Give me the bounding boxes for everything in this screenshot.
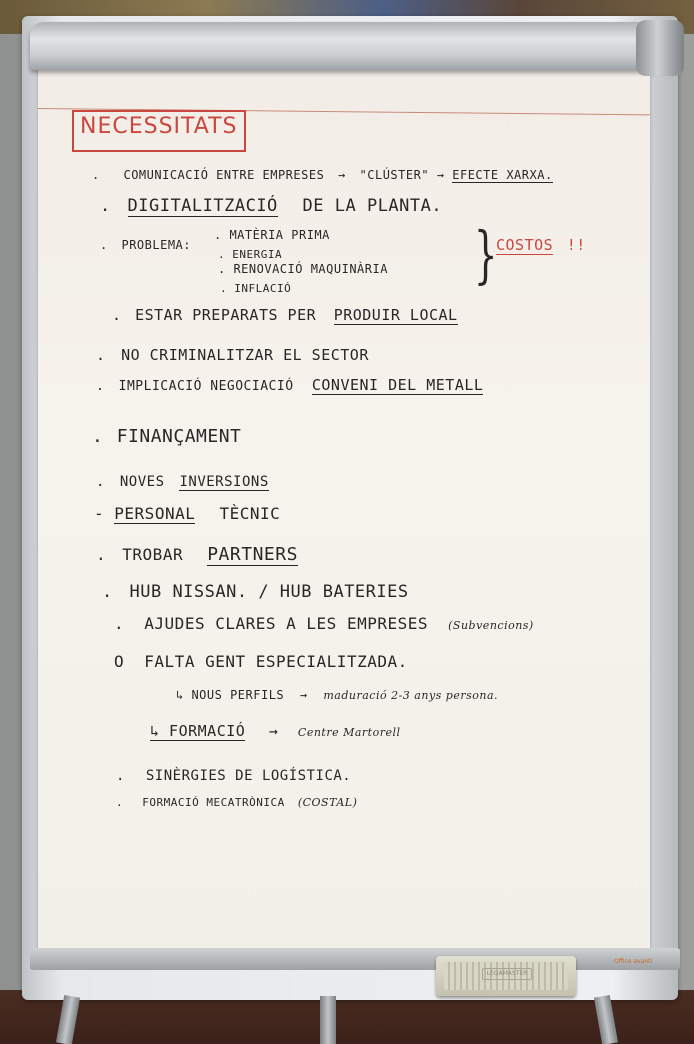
bullet: .: [100, 196, 111, 216]
note-aside: (Subvencions): [448, 619, 534, 632]
note-rest: TÈCNIC: [219, 504, 281, 523]
eraser-brand-label: LEGAMASTER: [482, 968, 532, 980]
note-underlined: CONVENI DEL METALL: [311, 376, 484, 394]
note-text: COMUNICACIÓ ENTRE EMPRESES: [123, 168, 325, 182]
clamp-end-cap: [636, 20, 684, 76]
bullet: .: [96, 346, 106, 364]
bullet: .: [96, 545, 107, 564]
bullet: .: [116, 796, 124, 809]
note-text: HUB NISSAN. / HUB BATERIES: [129, 582, 409, 602]
note-line-7: [92, 426, 241, 447]
note-aside: maduració 2-3 anys persona.: [323, 689, 499, 702]
costs-text: COSTOS: [496, 236, 554, 254]
arrow: →: [338, 168, 346, 182]
note-aside: (COSTAL): [297, 796, 358, 809]
note-aside: Centre Martorell: [297, 726, 401, 739]
note-line-10: [96, 544, 298, 565]
tray-brand-label: Office avanti: [614, 958, 653, 965]
bullet: .: [100, 238, 108, 252]
note-line-3-label: [100, 238, 191, 252]
bullet: O: [114, 652, 125, 671]
note-line-8: [96, 474, 269, 490]
note-text: ESTAR PREPARATS PER: [135, 306, 317, 324]
marker-tray: [30, 948, 680, 970]
note-text: FALTA GENT ESPECIALITZADA.: [144, 652, 408, 671]
note-underlined: PARTNERS: [207, 544, 298, 565]
note-line-17: [116, 796, 357, 809]
bullet: .: [92, 168, 100, 182]
bullet: .: [112, 306, 122, 324]
note-line-5: [96, 346, 369, 364]
note-line-14: [176, 688, 498, 702]
brace: }: [473, 218, 498, 291]
page-title: NECESSITATS: [80, 114, 238, 139]
note-line-12: [114, 614, 534, 633]
bullet: .: [102, 582, 113, 602]
note-text: SINÈRGIES DE LOGÍSTICA.: [145, 768, 352, 784]
note-line-9: [94, 504, 280, 523]
note-underlined: INVERSIONS: [179, 474, 269, 490]
problem-label: PROBLEMA:: [121, 238, 191, 252]
problem-item: . ENERGIA: [218, 248, 283, 261]
costs-note: [496, 236, 586, 254]
note-text: NO CRIMINALITZAR EL SECTOR: [121, 346, 369, 364]
note-text: FORMACIÓ MECATRÒNICA: [142, 796, 285, 809]
note-line-15: [150, 722, 401, 740]
note-line-2: [100, 196, 442, 216]
bullet: -: [94, 504, 105, 523]
note-text: AJUDES CLARES A LES EMPRESES: [144, 614, 428, 633]
arrow: →: [436, 168, 445, 182]
note-term: "CLÚSTER": [359, 168, 430, 182]
note-rest: DE LA PLANTA.: [302, 196, 443, 216]
note-line-6: [96, 376, 483, 394]
bullet: .: [114, 614, 125, 633]
arrow: →: [268, 722, 279, 740]
note-sub: ↳ NOUS PERFILS: [176, 688, 285, 702]
note-result: EFECTE XARXA.: [452, 168, 553, 182]
problem-item: . MATÈRIA PRIMA: [214, 228, 330, 242]
note-line-1: [92, 168, 553, 182]
note-text: TROBAR: [122, 545, 184, 564]
note-line-11: [102, 582, 409, 602]
problem-item: . INFLACIÓ: [220, 282, 292, 295]
arrow: →: [299, 688, 308, 702]
bullet: .: [96, 379, 105, 394]
problem-item: . RENOVACIÓ MAQUINÀRIA: [218, 262, 388, 276]
note-text: PERSONAL: [114, 504, 196, 523]
note-text: FINANÇAMENT: [116, 426, 242, 447]
stand-leg: [320, 996, 336, 1044]
bullet: .: [116, 768, 125, 784]
bullet: .: [96, 474, 105, 490]
costs-emphasis: !!: [566, 236, 586, 254]
note-line-16: [116, 768, 351, 784]
note-text: IMPLICACIÓ NEGOCIACIÓ: [118, 379, 294, 394]
note-line-4: [112, 306, 458, 324]
note-text: DIGITALITZACIÓ: [127, 196, 278, 216]
note-text: NOVES: [119, 474, 165, 490]
note-line-13: [114, 652, 408, 671]
paper-clamp-bar: [30, 22, 678, 70]
note-underlined: PRODUIR LOCAL: [333, 306, 458, 324]
bullet: .: [92, 426, 104, 447]
note-sub: ↳ FORMACIÓ: [150, 722, 246, 740]
